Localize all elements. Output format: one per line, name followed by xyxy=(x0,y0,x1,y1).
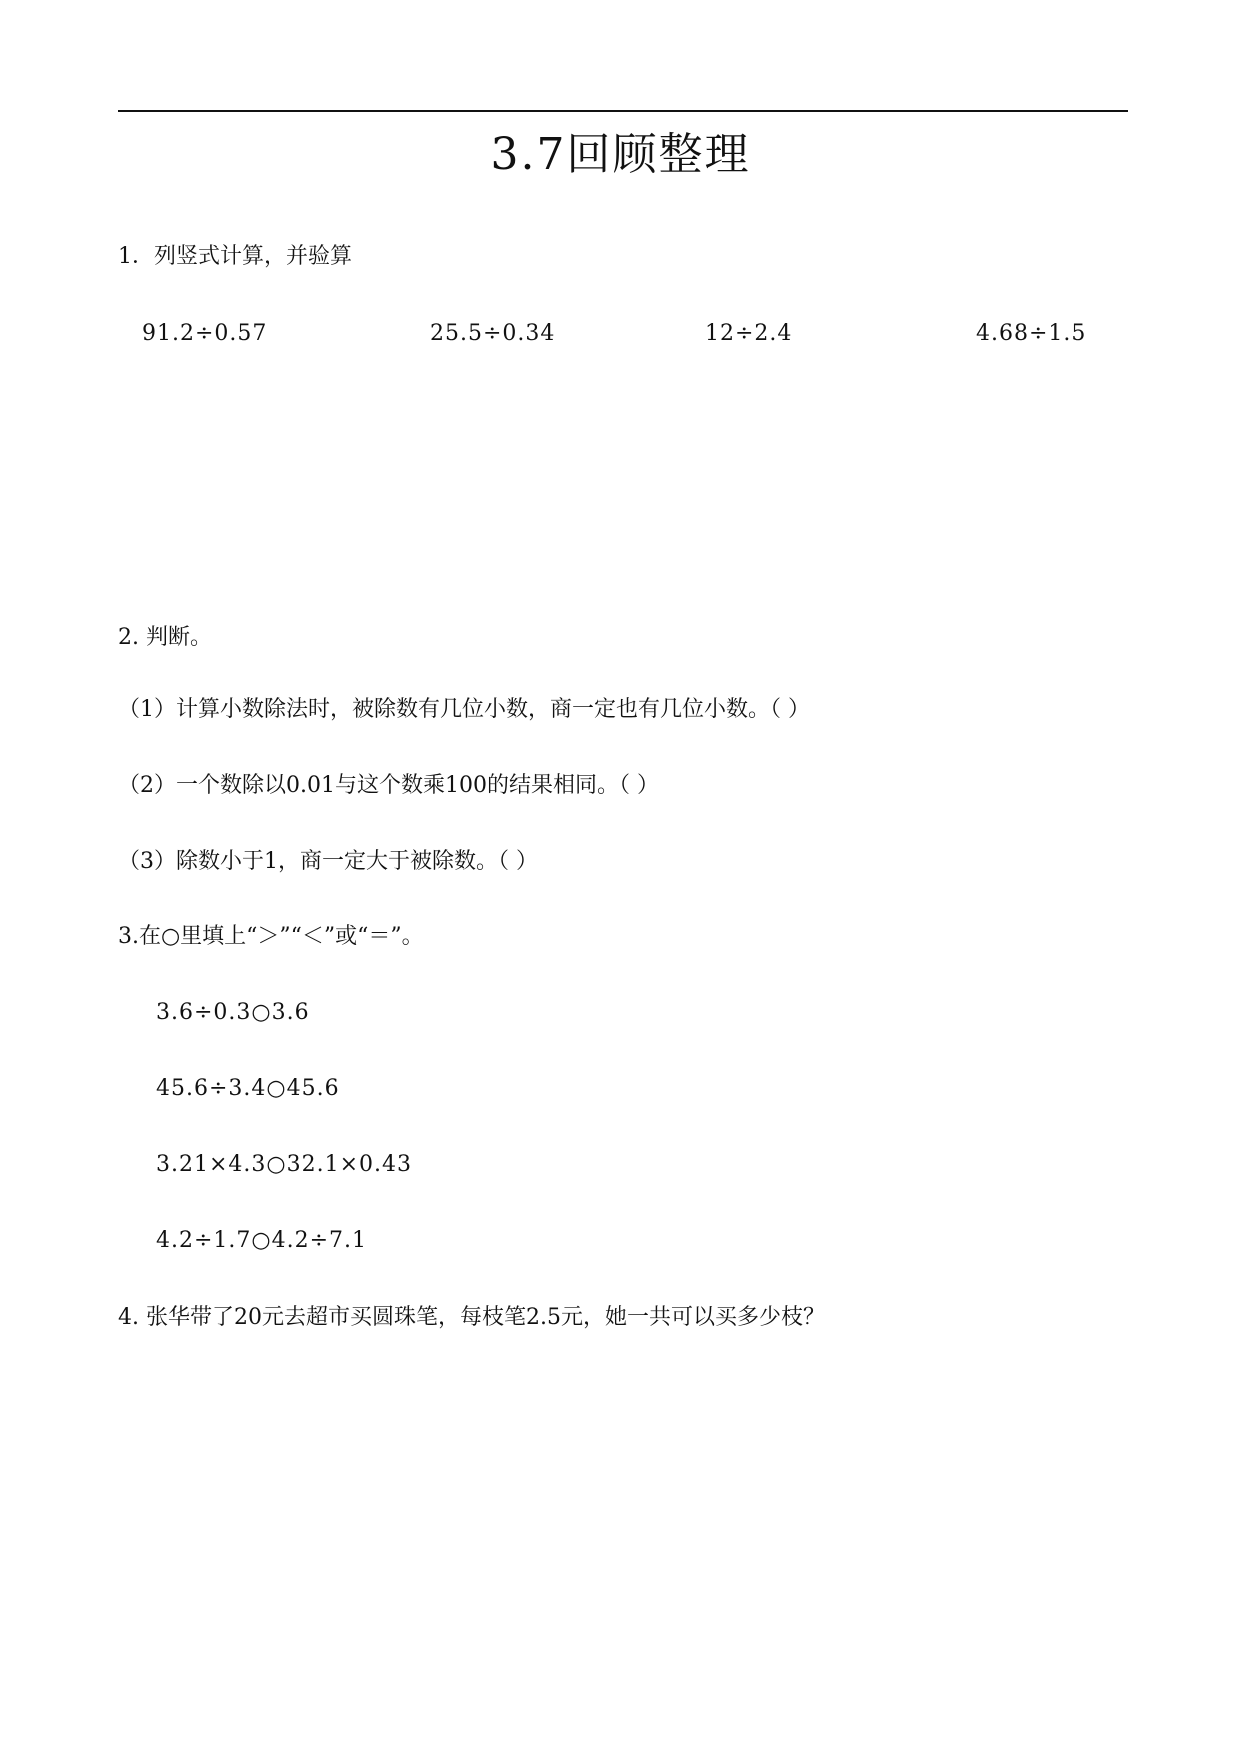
question-3-item: 45.6÷3.4○45.6 xyxy=(156,1076,340,1101)
question-2-item: （2）一个数除以0.01与这个数乘100的结果相同。（ ） xyxy=(118,773,659,798)
question-1-expression: 12÷2.4 xyxy=(705,321,793,346)
question-3-item: 4.2÷1.7○4.2÷7.1 xyxy=(156,1228,368,1253)
page-title: 3.7回顾整理 xyxy=(490,129,751,180)
question-2-heading: 2. 判断。 xyxy=(118,625,212,650)
question-1-heading: 1．列竖式计算，并验算 xyxy=(118,244,352,269)
question-1-expression: 25.5÷0.34 xyxy=(430,321,556,346)
question-1-expression: 91.2÷0.57 xyxy=(142,321,268,346)
question-3-item: 3.21×4.3○32.1×0.43 xyxy=(156,1152,413,1177)
question-4-text: 4. 张华带了20元去超市买圆珠笔，每枝笔2.5元，她一共可以买多少枝？ xyxy=(118,1305,825,1330)
question-3-item: 3.6÷0.3○3.6 xyxy=(156,1000,310,1025)
question-2-item: （3）除数小于1，商一定大于被除数。（ ） xyxy=(118,849,538,874)
question-3-heading: 3.在○里填上“＞”“＜”或“＝”。 xyxy=(118,924,424,949)
question-1-expression: 4.68÷1.5 xyxy=(976,321,1087,346)
question-2-item: （1）计算小数除法时，被除数有几位小数，商一定也有几位小数。（ ） xyxy=(118,697,810,722)
header-rule xyxy=(118,110,1128,112)
